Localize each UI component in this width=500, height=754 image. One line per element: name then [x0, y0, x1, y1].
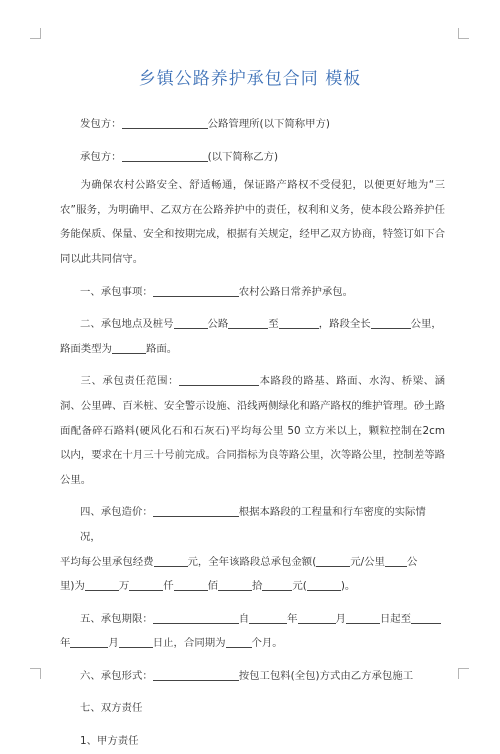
item-4-l3a: 里)为 [60, 580, 85, 593]
item-2-label: 二、承包地点及桩号 [80, 318, 174, 331]
item-6-label: 六、承包形式： [80, 669, 153, 682]
item-6-line [60, 664, 445, 689]
item-5-zi: 自 [238, 612, 250, 625]
item-2-line-2 [60, 337, 445, 362]
item-3-label: 三、承包责任范围： [80, 375, 180, 388]
item-3-text: 本路段的路基、路面、水沟、桥梁、涵洞、公里碑、百米桩、安全警示设施、沿线两侧绿化和路产路权的维护管理。砂土路面配备碎石路料(硬风化石和石灰石)平均每公里 50 立方米以上，颗粒控制在2cm 以内，要求在十月三十号前完成。合同指标为良等路公里，次等路公里，控制差等路公里。 [60, 375, 446, 486]
item-5-l2-nian: 年 [60, 637, 71, 650]
item-6-suffix: 按包工包料(全包)方式由乙方承包施工 [238, 669, 414, 682]
intro-text: 为确保农村公路安全、舒适畅通，保证路产路权不受侵犯，以便更好地为“三农”服务，为明确甲、乙双方在公路养护中的责任，权利和义务，使本段公路养护任务能保质、保量、安全和按期完成，根据有关规定，经甲乙双方协商，特签订如下合同以此共同信守。 [60, 179, 445, 265]
item-4-end: )。 [340, 580, 356, 593]
item-4-blank-km[interactable] [385, 553, 407, 567]
item-4-line-2 [60, 550, 445, 575]
item-2-line2a: 路面类型为 [60, 342, 112, 355]
party-b-line [60, 145, 445, 170]
intro-paragraph [60, 173, 445, 271]
party-a-suffix: 公路管理所(以下简称甲方) [207, 118, 330, 130]
item-5-line-2 [60, 631, 445, 656]
item-5-l2-months: 个月。 [251, 637, 283, 650]
item-5-blank-month[interactable] [298, 610, 336, 624]
item-5-l2-ri-zhi: 日止，合同期为 [152, 637, 226, 650]
item-5-line [60, 607, 445, 632]
item-4-l2b: 元，全年该路段总承包金额( [187, 555, 317, 568]
item-4-l2d: 公 [406, 555, 418, 568]
item-4-blank-wan[interactable] [85, 577, 119, 591]
item-3-blank[interactable] [179, 372, 259, 386]
page-corner-mark-bottom-left [30, 668, 41, 679]
party-b-suffix: (以下简称乙方) [207, 150, 279, 163]
item-5-blank-end-day[interactable] [119, 634, 153, 648]
party-b-label: 承包方： [80, 150, 122, 163]
item-5-blank-day[interactable] [346, 610, 380, 624]
party-a-blank[interactable] [122, 115, 208, 129]
item-2-unit: 公里， [410, 318, 442, 331]
item-5-blank-start-year[interactable] [153, 610, 239, 624]
party-a-label: 发包方： [80, 118, 122, 130]
item-4-label: 四、承包造价： [80, 506, 153, 519]
item-5-blank-year[interactable] [249, 610, 287, 624]
item-5-blank-end-month[interactable] [70, 634, 108, 648]
item-2-blank-end[interactable] [279, 315, 319, 329]
page-corner-mark-top-left [30, 28, 41, 39]
item-1-suffix: 农村公路日常养护承包。 [238, 285, 354, 298]
document-title: 乡镇公路养护承包合同 模板 [138, 69, 362, 89]
item-6-blank[interactable] [153, 667, 239, 681]
party-a-line [60, 112, 445, 137]
item-2-length: ，路段全长 [318, 318, 371, 331]
item-4-line [60, 500, 445, 549]
item-5-l2-yue: 月 [108, 637, 119, 650]
item-5-ri-qi: 日起至 [379, 612, 412, 625]
item-5-nian: 年 [287, 612, 298, 625]
item-3-paragraph [60, 369, 445, 492]
item-1-label: 一、承包事项： [80, 285, 153, 298]
item-2-line [60, 312, 445, 337]
item-4-blank-qian[interactable] [129, 577, 163, 591]
item-4-l2a: 平均每公里承包经费 [60, 555, 154, 568]
item-2-blank-start[interactable] [228, 315, 268, 329]
item-4-blank-figure[interactable] [307, 577, 341, 591]
item-2-blank-surface[interactable] [112, 340, 146, 354]
item-4-bai: 佰 [207, 580, 219, 593]
item-4-blank-yuan[interactable] [262, 577, 292, 591]
item-4-blank-bai[interactable] [174, 577, 208, 591]
item-4-text: 根据本路段的工程量和行车密度的实际情况， [80, 506, 426, 543]
item-5-blank-months[interactable] [226, 634, 252, 648]
page-corner-mark-top-right [458, 28, 469, 39]
item-1-blank[interactable] [153, 283, 239, 297]
item-4-blank-shi[interactable] [218, 577, 252, 591]
item-4-blank[interactable] [153, 503, 239, 517]
item-5-label: 五、承包期限： [80, 612, 153, 625]
item-4-blank-per-km[interactable] [154, 553, 188, 567]
item-1-line [60, 280, 445, 305]
page-corner-mark-bottom-right [458, 668, 469, 679]
item-4-blank-rate[interactable] [316, 553, 350, 567]
item-4-wan: 万 [118, 580, 130, 593]
item-5-blank-end-year[interactable] [411, 610, 441, 624]
item-4-yuan: 元( [292, 580, 307, 593]
item-4-l2c: 元/公里 [350, 555, 385, 568]
item-4-line-3 [60, 574, 445, 599]
item-5-yue: 月 [335, 612, 346, 625]
party-b-blank[interactable] [122, 148, 208, 162]
item-2-blank-length[interactable] [371, 315, 411, 329]
item-4-qian: 仟 [163, 580, 174, 593]
sub-1-heading: 1、甲方责任 [80, 735, 139, 748]
item-7-heading: 七、双方责任 [80, 702, 143, 715]
item-2-road: 公路 [207, 318, 229, 331]
item-2-line2b: 路面。 [145, 342, 178, 355]
item-4-shi: 拾 [252, 580, 263, 593]
document-body [60, 112, 445, 754]
item-2-to: 至 [268, 318, 279, 331]
item-2-blank-road[interactable] [174, 315, 208, 329]
